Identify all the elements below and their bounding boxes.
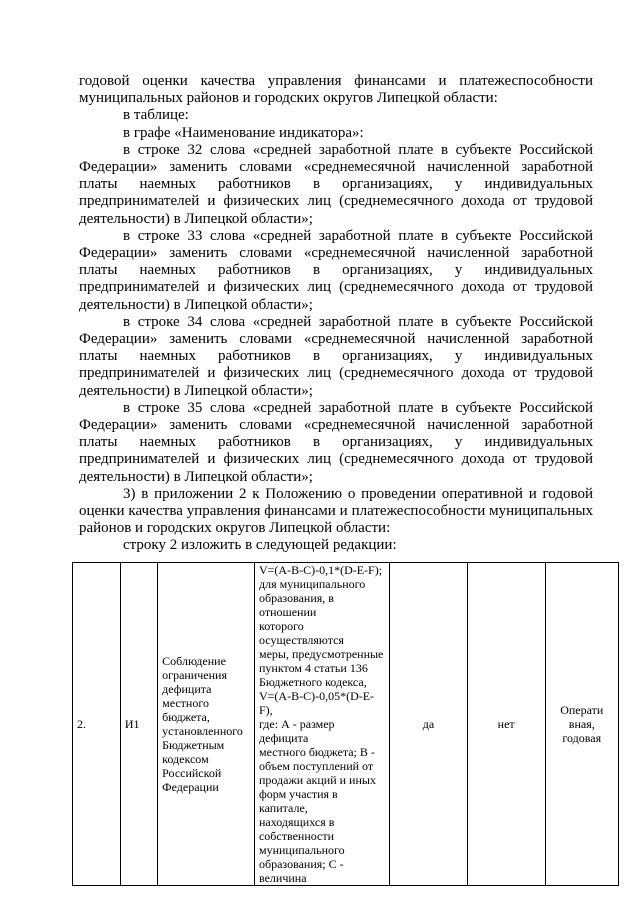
paragraph-row-2-intro: строку 2 изложить в следующей редакции: [123, 537, 397, 554]
no-cell [467, 563, 545, 886]
indicator-formula: V=(A-B-C)-0,1*(D-E-F); для муниципального образования, в отношении которого осуществляются меры, предусмотренные пунктом 4 статьи 136 Бюджетного кодекса, V=(A-B-C)-0,05*(D-E-F), где: А - размер дефицита местного бюджета; В - объем поступлений от продажи акций и иных форм участия в капитале, находящихся в собственности муниципального образования; С - величина [258, 563, 384, 885]
no-value: нет [497, 717, 515, 731]
indicator-name: Соблюдение ограничения дефицита местного бюджета, установленного Бюджетным кодексом Российской Федерации [162, 654, 243, 794]
paragraph-appendix-2: 3) в приложении 2 к Положению о проведении оперативной и годовой оценки качества управления финансами и платежеспособности муниципальных районов и городских округов Липецкой области: [79, 485, 593, 537]
yes-cell [390, 563, 468, 886]
indicator-table [72, 562, 619, 886]
paragraph-row-33: в строке 33 слова «средней заработной плате в субъекте Российской Федерации» заменить словами «среднемесячной начисленной заработной платы наемных работников в организациях, у индивидуальных предпринимателей и физических лиц (среднемесячного дохода от трудовой деятельности) в Липецкой области»; [79, 227, 593, 313]
row-number: 2. [77, 717, 86, 731]
yes-value: да [422, 717, 435, 731]
paragraph-column-name: в графе «Наименование индикатора»: [123, 124, 364, 141]
paragraph-row-34: в строке 34 слова «средней заработной плате в субъекте Российской Федерации» заменить словами «среднемесячной начисленной заработной платы наемных работников в организациях, у индивидуальных предпринимателей и физических лиц (среднемесячного дохода от трудовой деятельности) в Липецкой области»; [79, 313, 593, 399]
document-body [79, 73, 593, 555]
row-number-cell [73, 563, 121, 886]
period-cell [545, 563, 618, 886]
paragraph-intro: годовой оценки качества управления финансами и платежеспособности муниципальных районов и городских округов Липецкой области: [79, 73, 593, 107]
table-row [73, 563, 619, 886]
indicator-code-cell [120, 563, 157, 886]
paragraph-in-table: в таблице: [123, 107, 189, 124]
indicator-name-cell [158, 563, 255, 886]
paragraph-row-35: в строке 35 слова «средней заработной плате в субъекте Российской Федерации» заменить словами «среднемесячной начисленной заработной платы наемных работников в организациях, у индивидуальных предпринимателей и физических лиц (среднемесячного дохода от трудовой деятельности) в Липецкой области»; [79, 399, 593, 485]
formula-cell [254, 563, 389, 886]
assessment-period: Операти вная, годовая [560, 703, 604, 745]
indicator-code: И1 [124, 717, 140, 731]
paragraph-row-32: в строке 32 слова «средней заработной плате в субъекте Российской Федерации» заменить словами «среднемесячной начисленной заработной платы наемных работников в организациях, у индивидуальных предпринимателей и физических лиц (среднемесячного дохода от трудовой деятельности) в Липецкой области»; [79, 141, 593, 227]
